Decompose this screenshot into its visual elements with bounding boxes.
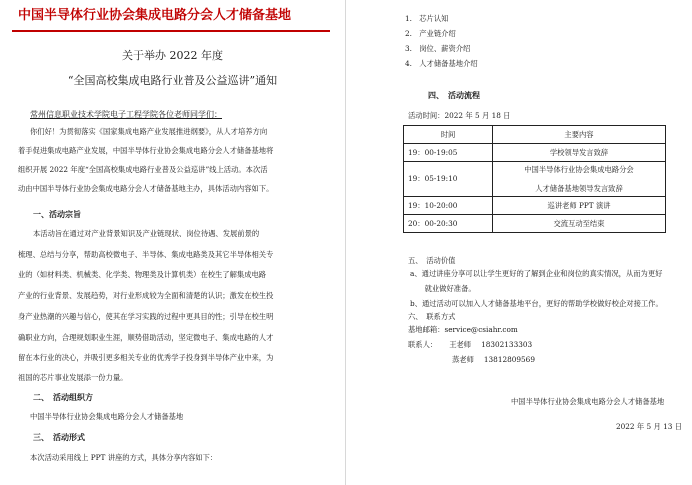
topic-item: 3. 岗位、薪资介绍: [405, 44, 471, 53]
section-heading-process: 四、 活动流程: [428, 90, 480, 100]
table-cell-content: 巡讲老师 PPT 演讲: [493, 197, 666, 215]
section-heading-contact: 六、 联系方式: [408, 312, 456, 321]
section-heading-purpose: 一、活动宗旨: [33, 209, 81, 219]
table-cell-time: 19：05-19:10: [404, 162, 493, 197]
purpose-line: 身产业热潮的兴趣与信心，使其在学习实践的过程中更具目的性；引导在校生明: [18, 312, 274, 321]
value-item: 就业做好准备。: [410, 284, 476, 293]
purpose-line: 本活动旨在通过对产业背景知识及产业链现状、岗位待遇、发展前景的: [33, 229, 260, 238]
event-date: 活动时间：2022 年 5 月 18 日: [408, 111, 511, 120]
table-row: [404, 162, 666, 197]
contact-phone: 13812809569: [483, 355, 535, 364]
purpose-line: 祖国的芯片事业发展添一份力量。: [18, 373, 128, 382]
topic-item: 1. 芯片认知: [405, 14, 449, 23]
purpose-line: 留在本行业的决心，并吸引更多相关专业的优秀学子投身到半导体产业中来，为: [18, 353, 274, 362]
table-header: 时间: [404, 126, 493, 144]
notice-title-line2: “全国高校集成电路行业普及公益巡讲”通知: [67, 74, 278, 87]
table-cell-line: 人才储备基地领导发言致辞: [535, 183, 623, 193]
table-row: [404, 215, 666, 233]
intro-line: 你们好！为贯彻落实《国家集成电路产业发展推进纲要》，从人才培养方向: [30, 127, 268, 136]
purpose-line: 梳理、总结与分享，帮助高校微电子、半导体、集成电路类及其它半导体相关专: [18, 250, 274, 259]
schedule-table: [403, 125, 666, 233]
issue-date: 2022 年 5 月 13 日: [616, 422, 682, 431]
purpose-line: 业的（如材料类、机械类、化学类、物理类及计算机类）在校生了解集成电路: [18, 270, 267, 279]
contact-name: 蒸老师: [452, 355, 474, 364]
contact-row: [408, 356, 535, 363]
table-row: [404, 144, 666, 162]
intro-line: 着手促进集成电路产业发展，中国半导体行业协会集成电路分会人才储备基地将: [18, 146, 274, 155]
email-row: [408, 326, 518, 333]
table-row: [404, 197, 666, 215]
section-heading-organizer: 二、 活动组织方: [33, 392, 93, 402]
section-heading-value: 五、 活动价值: [408, 256, 456, 265]
purpose-line: 产业的行业背景、发展趋势，对行业形成较为全面和清楚的认识；激发在校生投: [18, 291, 274, 300]
topic-item: 4. 人才储备基地介绍: [405, 59, 478, 68]
table-cell-time: 20：00-20:30: [404, 215, 493, 233]
value-item: a、通过讲座分享可以让学生更好的了解到企业和岗位的真实情况，从而为更好: [410, 269, 663, 278]
table-cell-content: 学校领导发言致辞: [493, 144, 666, 162]
value-item: b、通过活动可以加入人才储备基地平台，更好的帮助学校做好校企对接工作。: [410, 299, 663, 308]
table-cell-time: 19：00-19:05: [404, 144, 493, 162]
table-header: 主要内容: [493, 126, 666, 144]
organizer-text: 中国半导体行业协会集成电路分会人才储备基地: [30, 412, 184, 421]
intro-line: 组织开展 2022 年度“全国高校集成电路行业普及公益巡讲”线上活动。本次活: [18, 165, 268, 174]
contact-row: [408, 341, 532, 348]
intro-line: 动由中国半导体行业协会集成电路分会人才储备基地主办，具体活动内容如下。: [18, 184, 274, 193]
signature: 中国半导体行业协会集成电路分会人才储备基地: [511, 397, 665, 406]
table-cell-line: 中国半导体行业协会集成电路分会: [524, 164, 634, 174]
contact-label: 联系人：: [408, 340, 438, 349]
right-page: [346, 0, 692, 485]
table-cell-content: [493, 162, 666, 197]
recipient: 常州信息职业技术学院电子工程学院各位老师同学们：: [30, 110, 222, 119]
purpose-line: 确职业方向，合理规划职业生涯，顺势借助活动，坚定微电子、集成电路的人才: [18, 333, 274, 342]
letterhead: 中国半导体行业协会集成电路分会人才储备基地: [18, 8, 292, 23]
notice-title-line1: 关于举办 2022 年度: [122, 49, 223, 62]
section-heading-format: 三、 活动形式: [33, 432, 85, 442]
table-header-row: [404, 126, 666, 144]
email-link[interactable]: service@csiahr.com: [444, 325, 518, 334]
topic-item: 2. 产业链介绍: [405, 29, 456, 38]
email-label: 基地邮箱：: [408, 325, 445, 334]
format-text: 本次活动采用线上 PPT 讲座的方式，具体分享内容如下：: [30, 453, 218, 462]
table-cell-time: 19：10-20:00: [404, 197, 493, 215]
contact-name: 王老师: [449, 340, 472, 349]
letterhead-rule: [12, 30, 330, 32]
contact-phone: 18302133303: [481, 340, 533, 349]
table-cell-content: 交流互动至结束: [493, 215, 666, 233]
